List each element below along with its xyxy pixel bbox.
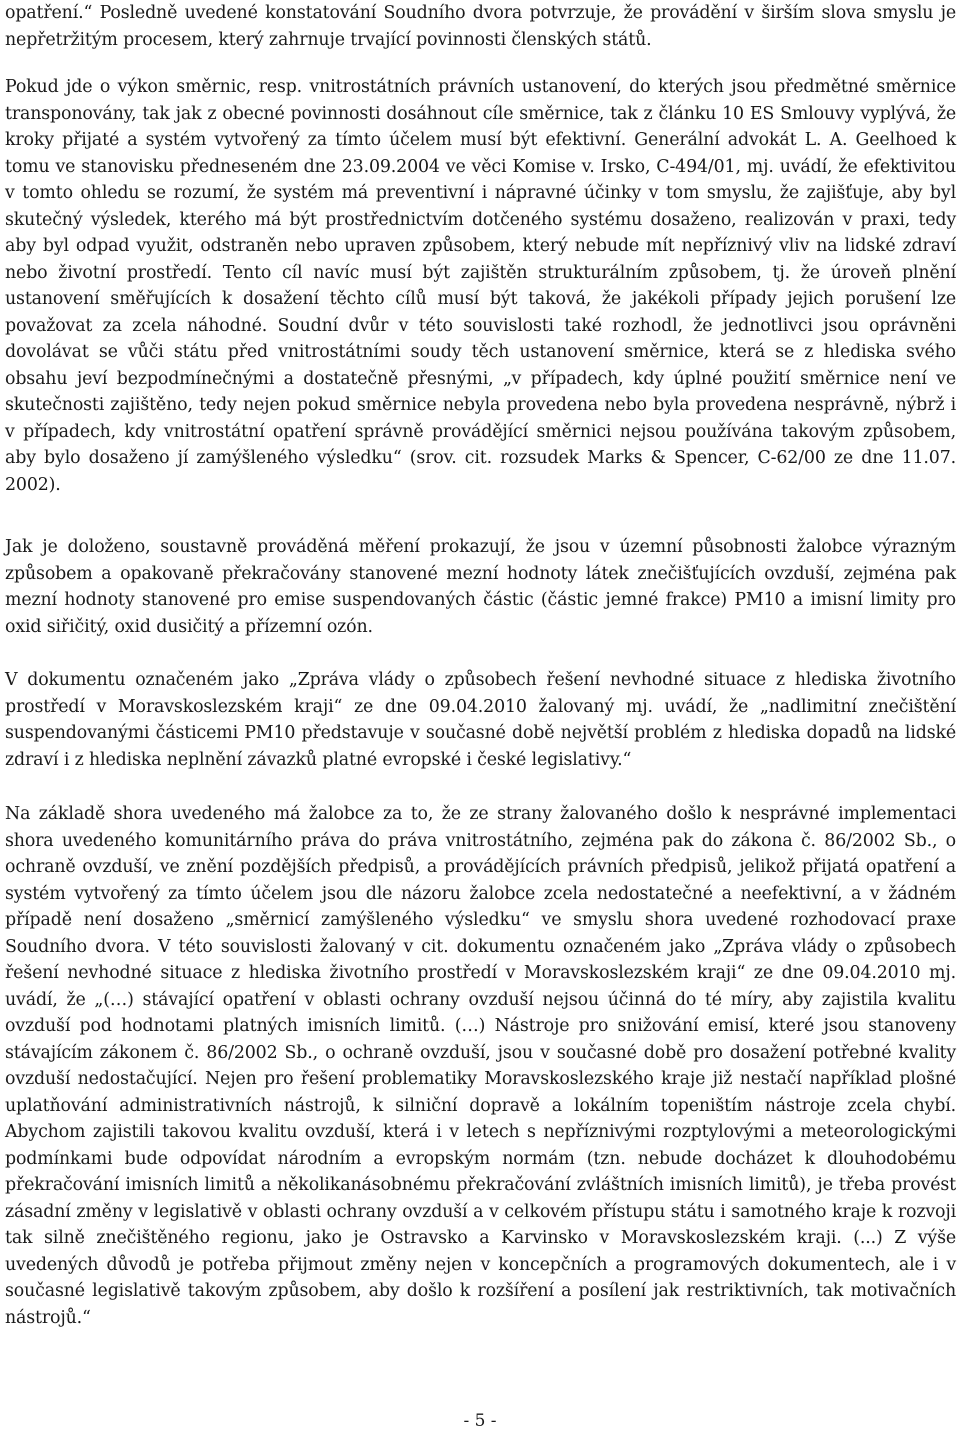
paragraph-government-report: V dokumentu označeném jako „Zpráva vlády o způsobech řešení nevhodné situace z hlediska životního prostředí v Moravskoslezském kraji“ ze dne 09.04.2010 žalovaný mj. uvádí, že „nadlimitní znečištění suspendovanými částicemi PM10 představuje v současné době největší problém z hlediska dopadů na lidské zdraví i z hlediska neplnění závazků platné evropské i české legislativy.“ — [5, 670, 956, 770]
paragraph-measurements: Jak je doloženo, soustavně prováděná měření prokazují, že jsou v územní působnosti žalobce výrazným způsobem a opakovaně překračovány stanovené mezní hodnoty látek znečišťujících ovzduší, zejména pak mezní hodnoty stanovené pro emise suspendovaných částic (částic jemné frakce) PM10 a imisní limity pro oxid siřičitý, oxid dusičitý a přízemní ozón. — [5, 537, 956, 637]
page-number: - 5 - — [463, 1411, 497, 1431]
paragraph-directive-enforcement: Pokud jde o výkon směrnic, resp. vnitrostátních právních ustanovení, do kterých jsou předmětné směrnice transponovány, tak jak z obecné povinnosti dosáhnout cíle směrnice, tak z článku 10 ES Smlouvy vyplývá, že kroky přijaté a systém vytvořený za tímto účelem musí být efektivní. Generální advokát L. A. Geelhoed k tomu ve stanovisku předneseném dne 23.09.2004 ve věci Komise v. Irsko, C-494/01, mj. uvádí, že efektivitou v tomto ohledu se rozumí, že systém má preventivní i nápravné účinky v tom smyslu, že zajišťuje, aby byl skutečný výsledek, kterého má být prostřednictvím dotčeného systému dosaženo, realizován v praxi, tedy aby byl odpad využit, odstraněn nebo upraven způsobem, který nebude mít nepříznivý vliv na lidské zdraví nebo životní prostředí. Tento cíl navíc musí být zajištěn strukturálním způsobem, tj. že úroveň plnění ustanovení směřujících k dosažení těchto cílů musí být taková, že jakékoli případy jejich porušení lze považovat za zcela náhodné. Soudní dvůr v této souvislosti také rozhodl, že jednotlivci jsou oprávněni dovolávat se vůči státu před vnitrostátními soudy těch ustanovení směrnice, která se z hlediska svého obsahu jeví bezpodmínečnými a dostatečně přesnými, „v případech, kdy úplné použití směrnice není ve skutečnosti zajištěno, tedy nejen pokud směrnice nebyla provedena nebo byla provedena nesprávně, nýbrž i v případech, kdy vnitrostátní opatření správně provádějící směrnici nejsou používána takovým způsobem, aby bylo dosaženo jí zamýšleného výsledku“ (srov. cit. rozsudek Marks & Spencer, C-62/00 ze dne 11.07. 2002). — [5, 77, 956, 495]
paragraph-continuation: opatření.“ Posledně uvedené konstatování Soudního dvora potvrzuje, že provádění v širším slova smyslu je nepřetržitým procesem, který zahrnuje trvající povinnosti členských států. — [5, 3, 956, 50]
paragraph-plaintiff-argument: Na základě shora uvedeného má žalobce za to, že ze strany žalovaného došlo k nesprávné implementaci shora uvedeného komunitárního práva do práva vnitrostátního, zejména pak do zákona č. 86/2002 Sb., o ochraně ovzduší, ve znění pozdějších předpisů, a provádějících právních předpisů, jelikož přijatá opatření a systém vytvořený za tímto účelem jsou dle názoru žalobce zcela nedostatečné a neefektivní, a v žádném případě není dosaženo „směrnicí zamýšleného výsledku“ ve smyslu shora uvedené rozhodovací praxe Soudního dvora. V této souvislosti žalovaný v cit. dokumentu označeném jako „Zpráva vlády o způsobech řešení nevhodné situace z hlediska životního prostředí v Moravskoslezském kraji“ ze dne 09.04.2010 mj. uvádí, že „(…) stávající opatření v oblasti ochrany ovzduší nejsou účinná do té míry, aby zajistila kvalitu ovzduší pod hodnotami platných imisních limitů. (…) Nástroje pro snižování emisí, které jsou stanoveny stávajícím zákonem č. 86/2002 Sb., o ochraně ovzduší, jsou v současné době pro dosažení potřebné kvality ovzduší nedostačující. Nejen pro řešení problematiky Moravskoslezského kraje již nestačí například plošné uplatňování administrativních nástrojů, k silniční dopravě a lokálním topeništím nástroje zcela chybí. Abychom zajistili takovou kvalitu ovzduší, která i v letech s nepříznivými rozptylovými a meteorologickými podmínkami bude odpovídat národním a evropským normám (tzn. nebude docházet k dlouhodobému překračování imisních limitů a několikanásobnému překračování zvláštních imisních limitů), je třeba provést zásadní změny v legislativě v oblasti ochrany ovzduší a v celkovém přístupu státu i samotného kraje k rozvoji tak silně znečištěného regionu, jako je Ostravsko a Karvinsko v Moravskoslezském kraji. (...) Z výše uvedených důvodů je potřeba přijmout změny nejen v koncepčních a programových dokumentech, ale i v současné legislativě takovým způsobem, aby došlo k rozšíření a posílení jak restriktivních, tak motivačních nástrojů.“ — [5, 804, 956, 1328]
